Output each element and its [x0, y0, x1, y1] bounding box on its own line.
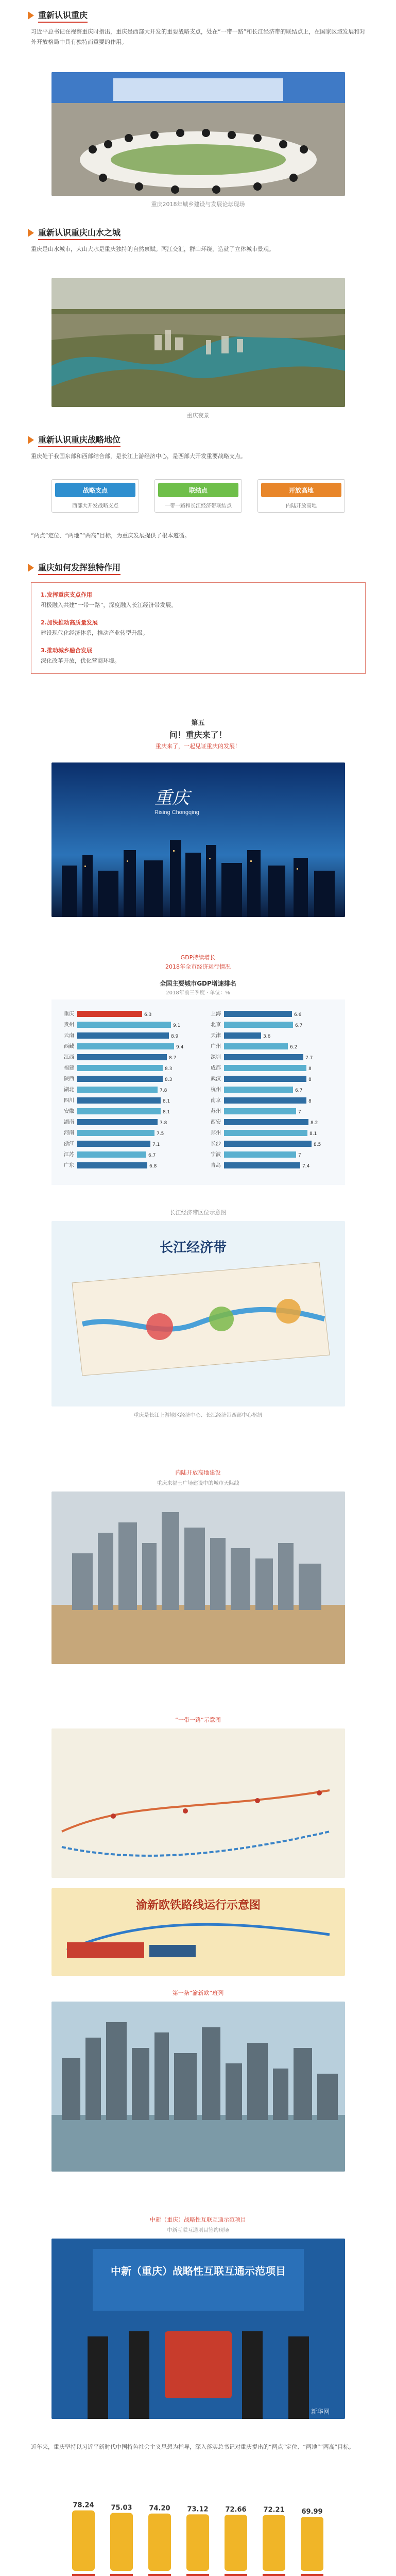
gdp-bar-value: 9.1	[173, 1023, 181, 1028]
income-bar-value: 78.24	[73, 2501, 94, 2510]
positioning-box-2-body: 一带一路和长江经济带联结点	[165, 503, 232, 509]
positioning-box-2-head: 联结点	[158, 483, 238, 497]
positioning-box-2	[154, 479, 242, 513]
positioning-box-3-body: 内陆开放高地	[286, 503, 317, 509]
income-bar-value: 73.12	[187, 2505, 209, 2514]
gdp-bar	[77, 1141, 150, 1147]
gdp-bar	[77, 1065, 163, 1071]
section-title-3-text: 重新认识重庆战略地位	[38, 433, 120, 447]
gdp-bar-value: 8	[308, 1077, 312, 1082]
map-title-text: 长江经济带	[160, 1240, 227, 1255]
gdp-bar	[77, 1119, 158, 1125]
gdp-bar-label: 江西	[64, 1055, 74, 1060]
gdp-bar-value: 6.3	[144, 1012, 152, 1018]
action-list-box	[31, 582, 366, 674]
gdp-bar	[224, 1011, 292, 1017]
skyline-photo	[51, 1492, 345, 1664]
gdp-bar	[224, 1054, 303, 1060]
rail-title-text: 渝新欧铁路线运行示意图	[135, 1899, 261, 1911]
gdp-bar-value: 8.2	[311, 1121, 318, 1126]
section-1-paragraph: 习近平总书记在视察重庆时指出，重庆是西部大开发的重要战略支点，处在“一带一路”和长江经济带的联结点上，在国家区域发展和对外开放格局中具有独特而重要的作用。	[31, 28, 366, 45]
gdp-bar	[77, 1022, 171, 1028]
gdp-bar-value: 6.6	[294, 1012, 302, 1018]
gdp-bar-label: 杭州	[211, 1087, 221, 1093]
positioning-box-3	[257, 479, 345, 513]
gdp-bar	[224, 1097, 306, 1104]
photo-caption-2: 重庆夜景	[186, 412, 210, 419]
gdp-bar-label: 成都	[211, 1065, 221, 1071]
signing-photo	[51, 2239, 345, 2419]
question-number: 第五	[191, 719, 205, 727]
gdp-bar	[77, 1130, 154, 1136]
gdp-bar-value: 9.4	[176, 1045, 184, 1050]
section-title-4-text: 重庆如何发挥独特作用	[38, 561, 120, 575]
income-bar	[186, 2514, 209, 2571]
positioning-box-1-head: 战略支点	[55, 483, 135, 497]
income-bar	[263, 2515, 285, 2571]
action-1-text: 积极融入共建“一带一路”，深度融入长江经济带发展。	[41, 602, 177, 608]
income-bar-value: 69.99	[301, 2508, 323, 2516]
gdp-bar-value: 7.1	[152, 1142, 160, 1147]
action-3-text: 深化改革开放，优化营商环境。	[41, 657, 120, 664]
gdp-bar	[224, 1065, 306, 1071]
gdp-bar	[224, 1076, 306, 1082]
gdp-bar-label: 长沙	[211, 1141, 221, 1147]
gdp-bar-label: 武汉	[211, 1076, 221, 1082]
action-3-heading: 3.推动城乡融合发展	[41, 647, 92, 654]
positioning-box-3-head: 开放高地	[261, 483, 341, 497]
gdp-bar-value: 6.8	[149, 1164, 157, 1169]
gdp-bar	[77, 1011, 142, 1017]
rail-caption: 第一条“渝新欧”班列	[172, 1990, 224, 1996]
income-bar-value: 75.03	[111, 2504, 132, 2512]
gdp-growth-chart	[51, 999, 345, 1185]
positioning-boxes	[51, 479, 345, 513]
gdp-bar	[224, 1119, 308, 1125]
belt-road-caption: “一带一路”示意图	[175, 1717, 221, 1723]
section-2-paragraph: 重庆是山水城市，大山大水是重庆独特的自然禀赋。两江交汇，群山环绕，造就了立体城市景观。	[31, 246, 274, 252]
city-river-photo	[51, 278, 345, 407]
gdp-bar-value: 7	[298, 1153, 301, 1158]
gdp-bar-value: 8	[308, 1066, 312, 1072]
gdp-bar-label: 青岛	[211, 1163, 221, 1168]
gdp-bar-value: 8.9	[171, 1034, 179, 1039]
gdp-bar-value: 6.7	[295, 1023, 303, 1028]
gdp-bar-value: 8.3	[165, 1077, 173, 1082]
section-title-1-text: 重新认识重庆	[38, 9, 88, 23]
yangtze-note: 重庆是长江上游地区经济中心、长江经济带西部中心枢纽	[133, 1413, 263, 1418]
gdp-bar	[224, 1151, 296, 1158]
gdp-bar-label: 郑州	[211, 1130, 221, 1136]
triangle-bullet-icon	[28, 229, 34, 237]
income-bar	[301, 2517, 323, 2571]
section-title-4	[28, 561, 120, 575]
gdp-bar	[77, 1087, 158, 1093]
income-chart	[51, 2473, 345, 2576]
question-title: 问！重庆来了！	[169, 730, 227, 740]
photo-caption-1: 重庆2018年城乡建设与发展论坛现场	[151, 201, 245, 208]
gdp-bar	[224, 1141, 312, 1147]
gdp-bar-label: 四川	[64, 1098, 74, 1104]
gdp-bar-value: 7.8	[160, 1121, 167, 1126]
question-subtitle: 重庆来了，一起见证重庆的发展！	[156, 743, 240, 750]
gdp-bar-value: 6.7	[295, 1088, 303, 1093]
gdp-bar-value: 8.5	[314, 1142, 321, 1147]
gdp-bar-value: 8.7	[169, 1056, 177, 1061]
section-3-note: “两点”定位、“两地”“两高”目标，为重庆发展提供了根本遵循。	[31, 532, 191, 539]
conference-photo	[51, 72, 345, 196]
gdp-caption: GDP持续增长	[180, 954, 216, 961]
gdp-chart-title: 全国主要城市GDP增速排名	[160, 980, 236, 987]
gdp-bar	[77, 1032, 169, 1039]
gdp-bar	[77, 1151, 146, 1158]
action-2-text: 建设现代化经济体系，推动产业转型升级。	[41, 630, 148, 636]
gdp-bar-value: 7.4	[302, 1164, 310, 1169]
triangle-bullet-icon	[28, 564, 34, 572]
section-3-paragraph: 重庆处于我国东部和西部结合部，是长江上游经济中心，是西部大开发重要战略支点。	[31, 453, 246, 460]
belt-road-map	[51, 1728, 345, 1878]
gdp-bar	[224, 1087, 293, 1093]
gdp-bar-label: 广东	[64, 1163, 74, 1168]
gdp-bar-label: 南京	[211, 1098, 221, 1104]
income-bar	[148, 2514, 171, 2571]
gdp-bar-value: 8.1	[163, 1110, 170, 1115]
rail-route-graphic	[51, 1888, 345, 1976]
connectivity-sub: 中新互联互通项目签约现场	[167, 2228, 229, 2233]
open-highland-sub: 重庆来福士广场建设中的城市天际线	[157, 1481, 239, 1486]
gdp-bar-value: 7	[298, 1110, 301, 1115]
gdp-bar	[224, 1162, 300, 1168]
triangle-bullet-icon	[28, 11, 34, 20]
income-bar	[72, 2511, 95, 2571]
gdp-caption-2: 2018年全市经济运行情况	[165, 963, 231, 970]
section-title-2-text: 重新认识重庆山水之城	[38, 226, 120, 240]
gdp-bar-label: 湖南	[64, 1120, 74, 1125]
gdp-bar-label: 安徽	[64, 1109, 74, 1114]
positioning-box-1-body: 西部大开发战略支点	[72, 503, 118, 509]
gdp-bar-value: 6.2	[290, 1045, 298, 1050]
section-title-1	[28, 8, 88, 23]
gdp-bar-label: 福建	[64, 1065, 74, 1071]
gdp-bar-label: 上海	[211, 1011, 221, 1017]
gdp-bar-value: 7.7	[305, 1056, 313, 1061]
gdp-bar-label: 西藏	[64, 1044, 74, 1049]
gdp-bar	[77, 1097, 161, 1104]
gdp-bar-label: 浙江	[64, 1141, 74, 1147]
gdp-bar-value: 7.5	[157, 1131, 164, 1137]
income-bar-value: 72.66	[225, 2506, 247, 2514]
gdp-bar-label: 西安	[211, 1120, 221, 1125]
positioning-box-1	[51, 479, 139, 513]
income-bar-value: 72.21	[263, 2506, 285, 2514]
income-bar-value: 74.20	[149, 2504, 170, 2513]
income-bar	[110, 2513, 133, 2571]
gdp-bar-value: 8.1	[309, 1131, 317, 1137]
gdp-bar-label: 江苏	[64, 1152, 74, 1158]
city-name-text: 重庆	[154, 789, 190, 808]
gdp-bar-label: 天津	[211, 1033, 221, 1039]
gdp-bar-value: 8.3	[165, 1066, 173, 1072]
gdp-bar-label: 贵州	[64, 1022, 74, 1028]
gdp-chart-subtitle: 2018年前三季度 · 单位：%	[166, 990, 230, 996]
gdp-bar-label: 深圳	[211, 1055, 221, 1060]
connectivity-caption: 中新（重庆）战略性互联互通示范项目	[150, 2216, 246, 2223]
gdp-bar	[224, 1043, 288, 1049]
banner-source-text: 新华网	[311, 2408, 330, 2415]
gdp-bar-value: 6.7	[148, 1153, 156, 1158]
yangtze-caption: 长江经济带区位示意图	[169, 1209, 227, 1216]
banner-text: 中新（重庆）战略性互联互通示范项目	[111, 2266, 286, 2277]
gdp-bar	[224, 1130, 307, 1136]
gdp-bar	[77, 1108, 161, 1114]
gdp-bar-value: 8	[308, 1099, 312, 1104]
yangtze-map	[51, 1221, 345, 1406]
gdp-bar-label: 宁波	[211, 1152, 221, 1158]
gdp-bar-value: 8.1	[163, 1099, 170, 1104]
gdp-bar-value: 3.6	[263, 1034, 271, 1039]
action-1-heading: 1.发挥重庆支点作用	[41, 591, 92, 598]
city-subtitle-text: Rising Chongqing	[154, 809, 199, 816]
night-city-photo	[51, 762, 345, 917]
triangle-bullet-icon	[28, 436, 34, 444]
gdp-bar-label: 广州	[211, 1044, 221, 1049]
open-highland-caption: 内陆开放高地建设	[175, 1469, 221, 1476]
gdp-bar	[77, 1054, 167, 1060]
gdp-bar-label: 陕西	[64, 1076, 74, 1082]
gdp-bar	[224, 1032, 261, 1039]
gdp-bar-label: 北京	[211, 1022, 221, 1028]
gdp-bar	[224, 1108, 296, 1114]
income-bar	[225, 2515, 247, 2571]
gdp-bar-label: 湖北	[64, 1087, 74, 1093]
gdp-bar-label: 河南	[64, 1130, 74, 1136]
river-city-photo	[51, 2002, 345, 2172]
gdp-bar	[77, 1043, 174, 1049]
gdp-bar	[224, 1022, 293, 1028]
gdp-bar-label: 云南	[64, 1033, 74, 1039]
gdp-bar-value: 7.8	[160, 1088, 167, 1093]
gdp-bar	[77, 1162, 147, 1168]
action-2-heading: 2.加快推动高质量发展	[41, 619, 98, 626]
gdp-bar-label: 重庆	[64, 1011, 74, 1017]
gdp-bar	[77, 1076, 163, 1082]
section-title-2	[28, 226, 120, 240]
section-title-3	[28, 433, 120, 447]
ending-paragraph: 近年来，重庆坚持以习近平新时代中国特色社会主义思想为指导，深入落实总书记对重庆提出的“两点”定位、“两地”“两高”目标。	[31, 2444, 355, 2450]
gdp-bar-label: 苏州	[211, 1109, 221, 1114]
